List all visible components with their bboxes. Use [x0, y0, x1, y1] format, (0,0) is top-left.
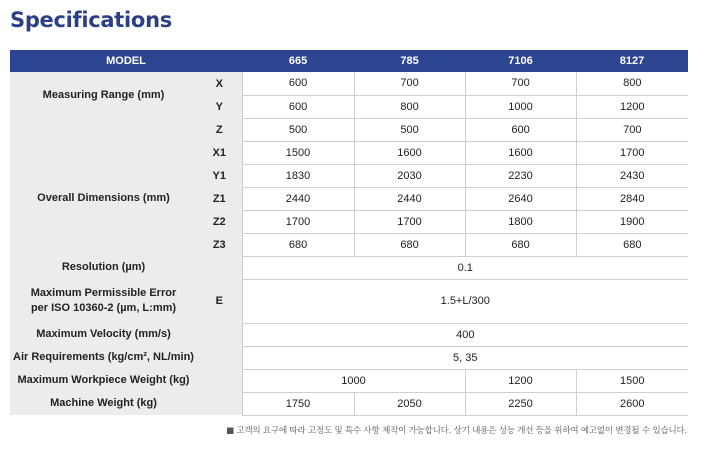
cell: 2030 [354, 164, 465, 187]
cell: 1600 [354, 141, 465, 164]
axis-label: X [197, 72, 242, 95]
resolution-label: Resolution (µm) [10, 256, 197, 279]
cell: 2050 [354, 392, 465, 415]
axis-label: Y [197, 95, 242, 118]
cell: 700 [576, 118, 688, 141]
cell: 500 [354, 118, 465, 141]
measuring-range-label: Measuring Range (mm) [10, 72, 197, 118]
axis-label: Z [197, 118, 242, 141]
cell: 2230 [465, 164, 576, 187]
table-row [10, 256, 688, 279]
cell: 2430 [576, 164, 688, 187]
cell: 1830 [242, 164, 354, 187]
mpe-label-line1: Maximum Permissible Error [30, 287, 177, 299]
workpiece-value-7106: 1200 [465, 369, 576, 392]
workpiece-label: Maximum Workpiece Weight (kg) [10, 369, 197, 392]
cell: 2600 [576, 392, 688, 415]
axis-label [197, 346, 242, 369]
table-row [10, 323, 688, 346]
cell: 2440 [242, 187, 354, 210]
header-model-8127: 8127 [576, 50, 688, 72]
cell: 1600 [465, 141, 576, 164]
overall-dimensions-label: Overall Dimensions (mm) [10, 141, 197, 256]
workpiece-value-8127: 1500 [576, 369, 688, 392]
table-row [10, 369, 688, 392]
header-model: MODEL [10, 50, 242, 72]
mpe-value: 1.5+L/300 [242, 279, 688, 323]
cell: 680 [242, 233, 354, 256]
axis-label [197, 256, 242, 279]
table-row [10, 279, 688, 323]
velocity-value: 400 [242, 323, 688, 346]
table-row [10, 118, 688, 141]
cell: 1000 [465, 95, 576, 118]
header-model-665: 665 [242, 50, 354, 72]
axis-label: Z1 [197, 187, 242, 210]
cell: 2440 [354, 187, 465, 210]
table-row [10, 72, 688, 95]
cell: 1900 [576, 210, 688, 233]
axis-label: X1 [197, 141, 242, 164]
mpe-label-line2: per ISO 10360-2 (µm, L:mm) [30, 302, 177, 314]
axis-label [197, 323, 242, 346]
header-row [10, 50, 688, 72]
cell: 600 [242, 72, 354, 95]
cell: 680 [465, 233, 576, 256]
cell: 800 [576, 72, 688, 95]
cell: 2250 [465, 392, 576, 415]
axis-label: E [197, 279, 242, 323]
air-label: Air Requirements (kg/cm², NL/min) [10, 346, 197, 369]
table-row [10, 392, 688, 415]
cell: 1750 [242, 392, 354, 415]
axis-label [197, 369, 242, 392]
cell: 680 [354, 233, 465, 256]
cell: 1700 [242, 210, 354, 233]
cell: 680 [576, 233, 688, 256]
velocity-label: Maximum Velocity (mm/s) [10, 323, 197, 346]
axis-label [197, 392, 242, 415]
cell: 2640 [465, 187, 576, 210]
mpe-label [10, 279, 197, 323]
cell: 700 [354, 72, 465, 95]
cell: 1200 [576, 95, 688, 118]
cell: 1700 [354, 210, 465, 233]
footnote: ■ 고객의 요구에 따라 고정도 및 특수 사항 제작이 가능합니다. 상기 내용은 성능 개선 등을 위하여 예고없이 변경될 수 있습니다. [226, 426, 687, 436]
specifications-table [10, 50, 688, 416]
machine-weight-label: Machine Weight (kg) [10, 392, 197, 415]
cell: 1700 [576, 141, 688, 164]
header-model-7106: 7106 [465, 50, 576, 72]
cell: 1800 [465, 210, 576, 233]
cell: 2840 [576, 187, 688, 210]
cell: 700 [465, 72, 576, 95]
axis-label: Z2 [197, 210, 242, 233]
cell: 600 [242, 95, 354, 118]
header-model-785: 785 [354, 50, 465, 72]
table-row [10, 346, 688, 369]
axis-label: Z3 [197, 233, 242, 256]
cell: 1500 [242, 141, 354, 164]
workpiece-value-665-785: 1000 [242, 369, 465, 392]
empty-label [10, 118, 197, 141]
resolution-value: 0.1 [242, 256, 688, 279]
cell: 600 [465, 118, 576, 141]
air-value: 5, 35 [242, 346, 688, 369]
page-title: Specifications [10, 8, 172, 32]
table-row [10, 141, 688, 164]
axis-label: Y1 [197, 164, 242, 187]
cell: 800 [354, 95, 465, 118]
cell: 500 [242, 118, 354, 141]
